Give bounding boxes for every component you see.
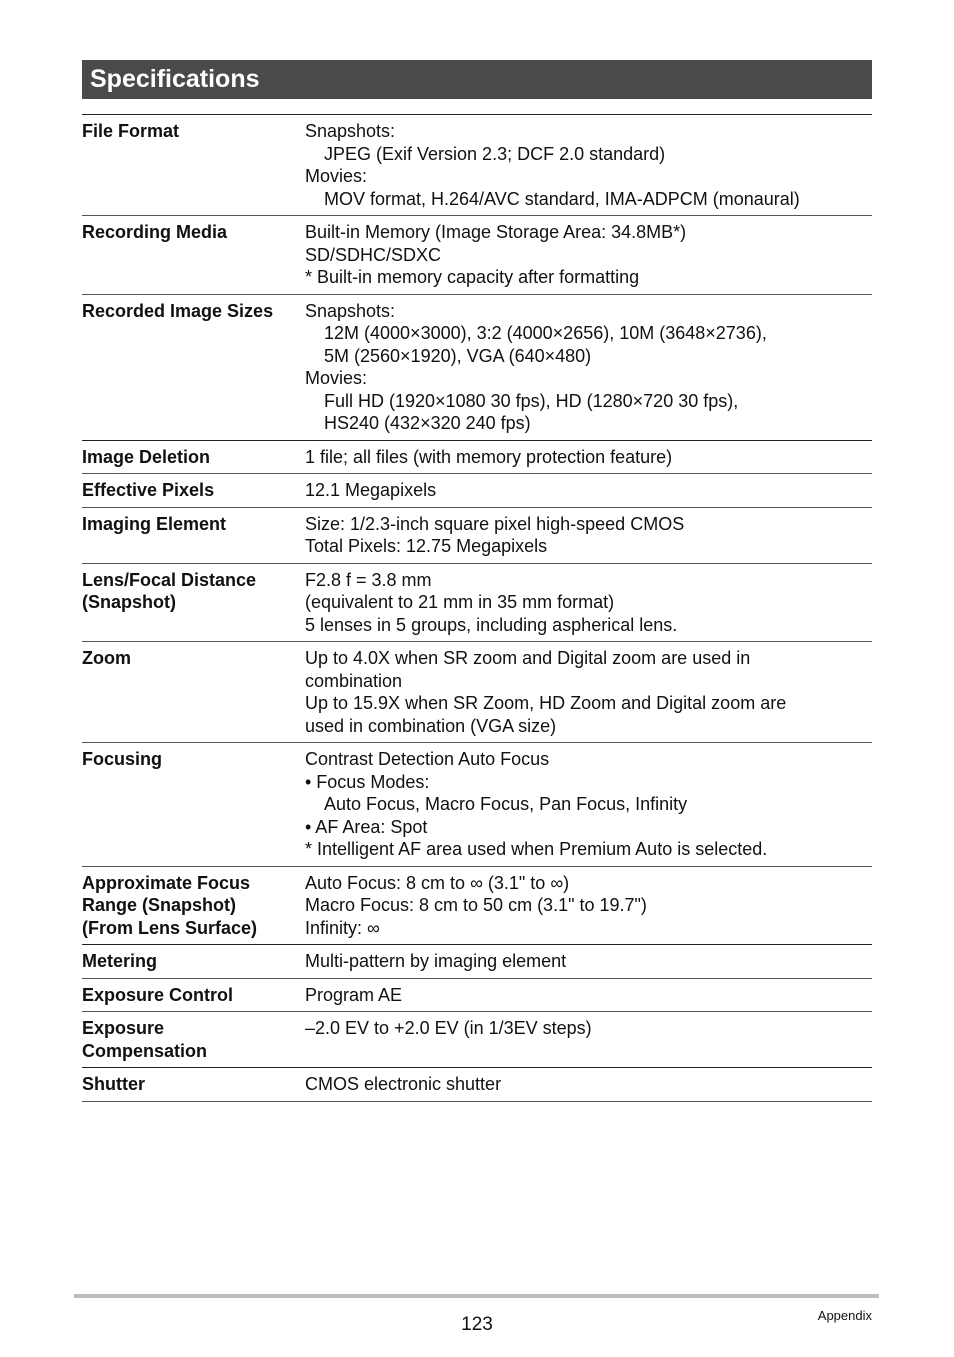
spec-label [82,984,305,1007]
spec-value [305,1073,872,1096]
spec-label [82,872,305,940]
spec-value-line: 1 file; all files (with memory protection feature) [305,446,673,467]
spec-label-line: Zoom [82,648,131,668]
spec-row [82,115,872,216]
spec-value-line: –2.0 EV to +2.0 EV (in 1/3EV steps) [305,1018,592,1038]
spec-value-line: 5M (2560×1920), VGA (640×480) [324,345,592,366]
spec-label-line: (Snapshot) [82,592,176,612]
spec-label [82,1073,305,1096]
spec-value-line: 5 lenses in 5 groups, including aspherical lens. [305,614,678,635]
spec-value-line: MOV format, H.264/AVC standard, IMA-ADPCM (monaural) [324,188,800,209]
specifications-table [82,114,872,1102]
spec-value-line: HS240 (432×320 240 fps) [324,413,531,433]
page-number: 123 [461,1314,493,1335]
spec-label-line: Shutter [82,1074,145,1094]
spec-value-line: Macro Focus: 8 cm to 50 cm (3.1" to 19.7") [305,895,647,915]
footer-section-label: Appendix [817,1308,872,1323]
spec-label-line: Exposure Control [82,984,234,1005]
spec-value-line: CMOS electronic shutter [305,1074,502,1094]
spec-label-line: Approximate Focus [82,872,251,893]
spec-value [305,221,872,289]
spec-label [82,748,305,861]
spec-value-line: • Focus Modes: [305,771,430,792]
spec-value-line: Contrast Detection Auto Focus [305,749,550,769]
spec-value-line: • AF Area: Spot [305,816,428,837]
spec-value [305,300,872,435]
spec-label-line: Exposure [82,1018,165,1038]
spec-value-line: Program AE [305,984,403,1005]
spec-value-line: Total Pixels: 12.75 Megapixels [305,536,548,556]
spec-value-line: 12M (4000×3000), 3:2 (4000×2656), 10M (3648×2736), [324,323,767,343]
spec-label-line: Metering [82,951,158,971]
spec-label-line: Recorded Image Sizes [82,300,274,321]
spec-value-line: Movies: [305,368,368,388]
spec-label [82,1017,305,1062]
spec-value-line: Up to 4.0X when SR zoom and Digital zoom are used in [305,648,751,668]
spec-value [305,984,872,1007]
spec-row [82,642,872,743]
spec-label [82,221,305,289]
spec-label [82,120,305,210]
spec-value-line: SD/SDHC/SDXC [305,244,442,265]
spec-row [82,867,872,946]
spec-label [82,569,305,637]
spec-value-line: JPEG (Exif Version 2.3; DCF 2.0 standard) [324,143,666,164]
spec-value-line: * Intelligent AF area used when Premium Auto is selected. [305,839,768,859]
spec-value [305,748,872,861]
spec-label [82,446,305,469]
spec-value-line: Auto Focus, Macro Focus, Pan Focus, Infinity [324,794,688,814]
spec-row [82,508,872,564]
spec-label-line: Focusing [82,749,162,769]
spec-value-line: Size: 1/2.3-inch square pixel high-speed CMOS [305,513,685,534]
spec-value-line: 12.1 Megapixels [305,480,437,500]
spec-value [305,479,872,502]
spec-row [82,441,872,475]
spec-value [305,872,872,940]
spec-row [82,1068,872,1102]
spec-label-line: Recording Media [82,222,228,242]
spec-value-line: * Built-in memory capacity after formatting [305,267,640,287]
spec-label-line: (From Lens Surface) [82,917,258,938]
spec-value-line: Built-in Memory (Image Storage Area: 34.8MB*) [305,222,687,242]
spec-value [305,120,872,210]
spec-value-line: Infinity: ∞ [305,917,380,938]
spec-value-line: Snapshots: [305,121,396,141]
spec-value [305,647,872,737]
spec-label [82,950,305,973]
spec-label-line: Effective Pixels [82,480,215,500]
spec-row [82,743,872,867]
spec-label [82,479,305,502]
spec-label [82,513,305,558]
spec-label-line: Image Deletion [82,446,211,467]
spec-row [82,564,872,643]
spec-value-line: Up to 15.9X when SR Zoom, HD Zoom and Digital zoom are [305,693,787,713]
spec-value-line: used in combination (VGA size) [305,715,557,736]
spec-value-line: Multi-pattern by imaging element [305,951,567,971]
spec-label-line: File Format [82,121,180,141]
section-title: Specifications [82,60,872,99]
spec-label-line: Range (Snapshot) [82,895,237,915]
spec-row [82,979,872,1013]
spec-label [82,300,305,435]
spec-value-line: Snapshots: [305,300,396,321]
spec-label-line: Imaging Element [82,513,227,534]
spec-row [82,1012,872,1068]
spec-value [305,446,872,469]
spec-row [82,474,872,508]
spec-label [82,647,305,737]
spec-value [305,950,872,973]
spec-value [305,1017,872,1062]
spec-value-line: combination [305,670,403,691]
spec-value-line: Movies: [305,166,368,186]
spec-value [305,569,872,637]
spec-value [305,513,872,558]
spec-label-line: Compensation [82,1040,208,1061]
spec-value-line: (equivalent to 21 mm in 35 mm format) [305,592,615,612]
spec-value-line: Full HD (1920×1080 30 fps), HD (1280×720 30 fps), [324,390,739,411]
spec-label-line: Lens/Focal Distance [82,569,257,590]
spec-value-line: Auto Focus: 8 cm to ∞ (3.1" to ∞) [305,872,570,893]
spec-row [82,945,872,979]
spec-value-line: F2.8 f = 3.8 mm [305,569,432,590]
spec-row [82,216,872,295]
footer-divider [74,1294,879,1298]
spec-row [82,295,872,441]
